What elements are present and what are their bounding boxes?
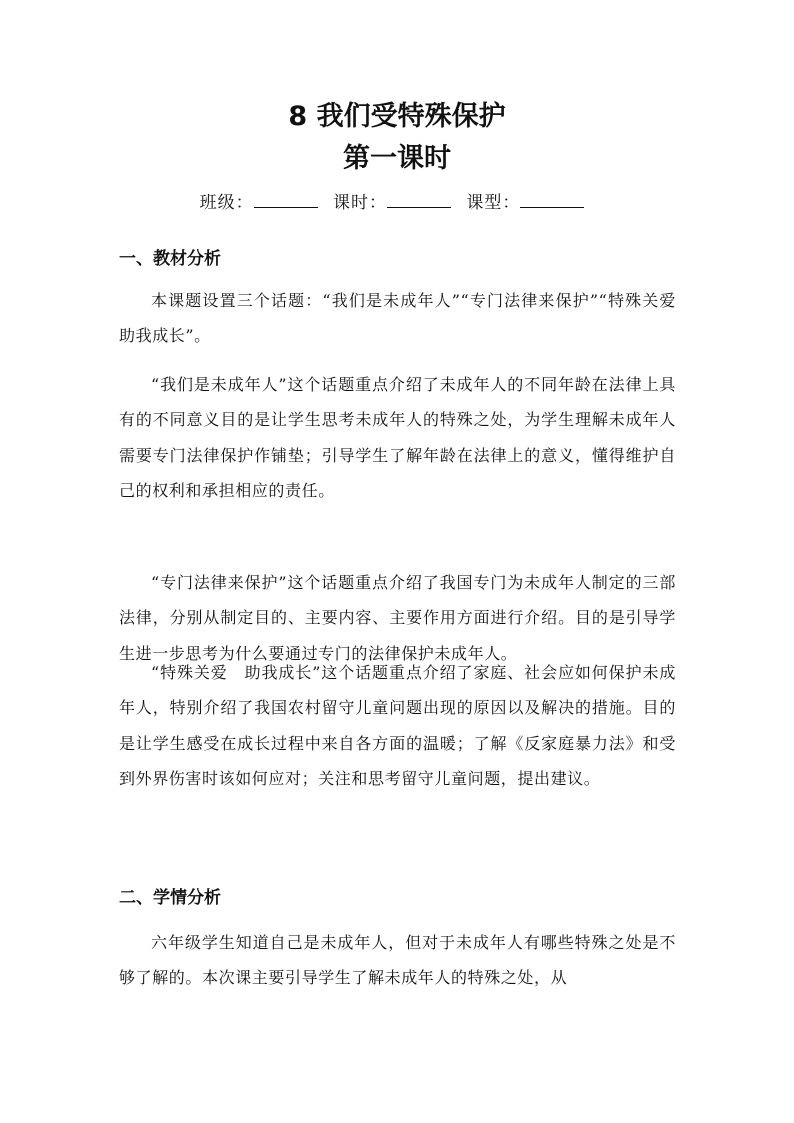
section-heading-textbook-analysis: 一、教材分析: [119, 249, 221, 269]
paragraph: “特殊关爱 助我成长”这个话题重点介绍了家庭、社会应如何保护未成年人，特别介绍了我国农村留守儿童问题出现的原因以及解决的措施。目的是让学生感受在成长过程中来自各方面的温暖；了解《反家庭暴力法》和受到外界伤害时该如何应对；关注和思考留守儿童问题，提出建议。: [119, 663, 676, 789]
period-blank: [387, 187, 451, 208]
class-blank: [254, 187, 318, 208]
lesson-meta-line: [0, 187, 794, 217]
type-label: 课型：: [466, 193, 521, 213]
paragraph: “专门法律来保护”这个话题重点介绍了我国专门为未成年人制定的三部法律，分别从制定目的、主要内容、主要作用方面进行介绍。目的是引导学生进一步思考为什么要通过专门的法律保护未成年人。: [119, 573, 676, 663]
page-subtitle: 第一课时: [343, 143, 451, 174]
paragraph: “我们是未成年人”这个话题重点介绍了未成年人的不同年龄在法律上具有的不同意义目的是让学生思考未成年人的特殊之处，为学生理解未成年人需要专门法律保护作铺垫；引导学生了解年龄在法律上的意义，懂得维护自己的权利和承担相应的责任。: [119, 375, 676, 501]
period-label: 课时：: [333, 193, 387, 213]
section-heading-student-analysis: 二、学情分析: [119, 888, 221, 908]
paragraph: 本课题设置三个话题：“我们是未成年人”“专门法律来保护”“特殊关爱 助我成长”。: [119, 291, 693, 346]
type-blank: [520, 187, 584, 208]
page-title: 8 我们受特殊保护: [288, 101, 506, 132]
class-label: 班级：: [199, 193, 254, 213]
paragraph: 六年级学生知道自己是未成年人，但对于未成年人有哪些特殊之处是不够了解的。本次课主要引导学生了解未成年人的特殊之处，从: [119, 933, 676, 988]
